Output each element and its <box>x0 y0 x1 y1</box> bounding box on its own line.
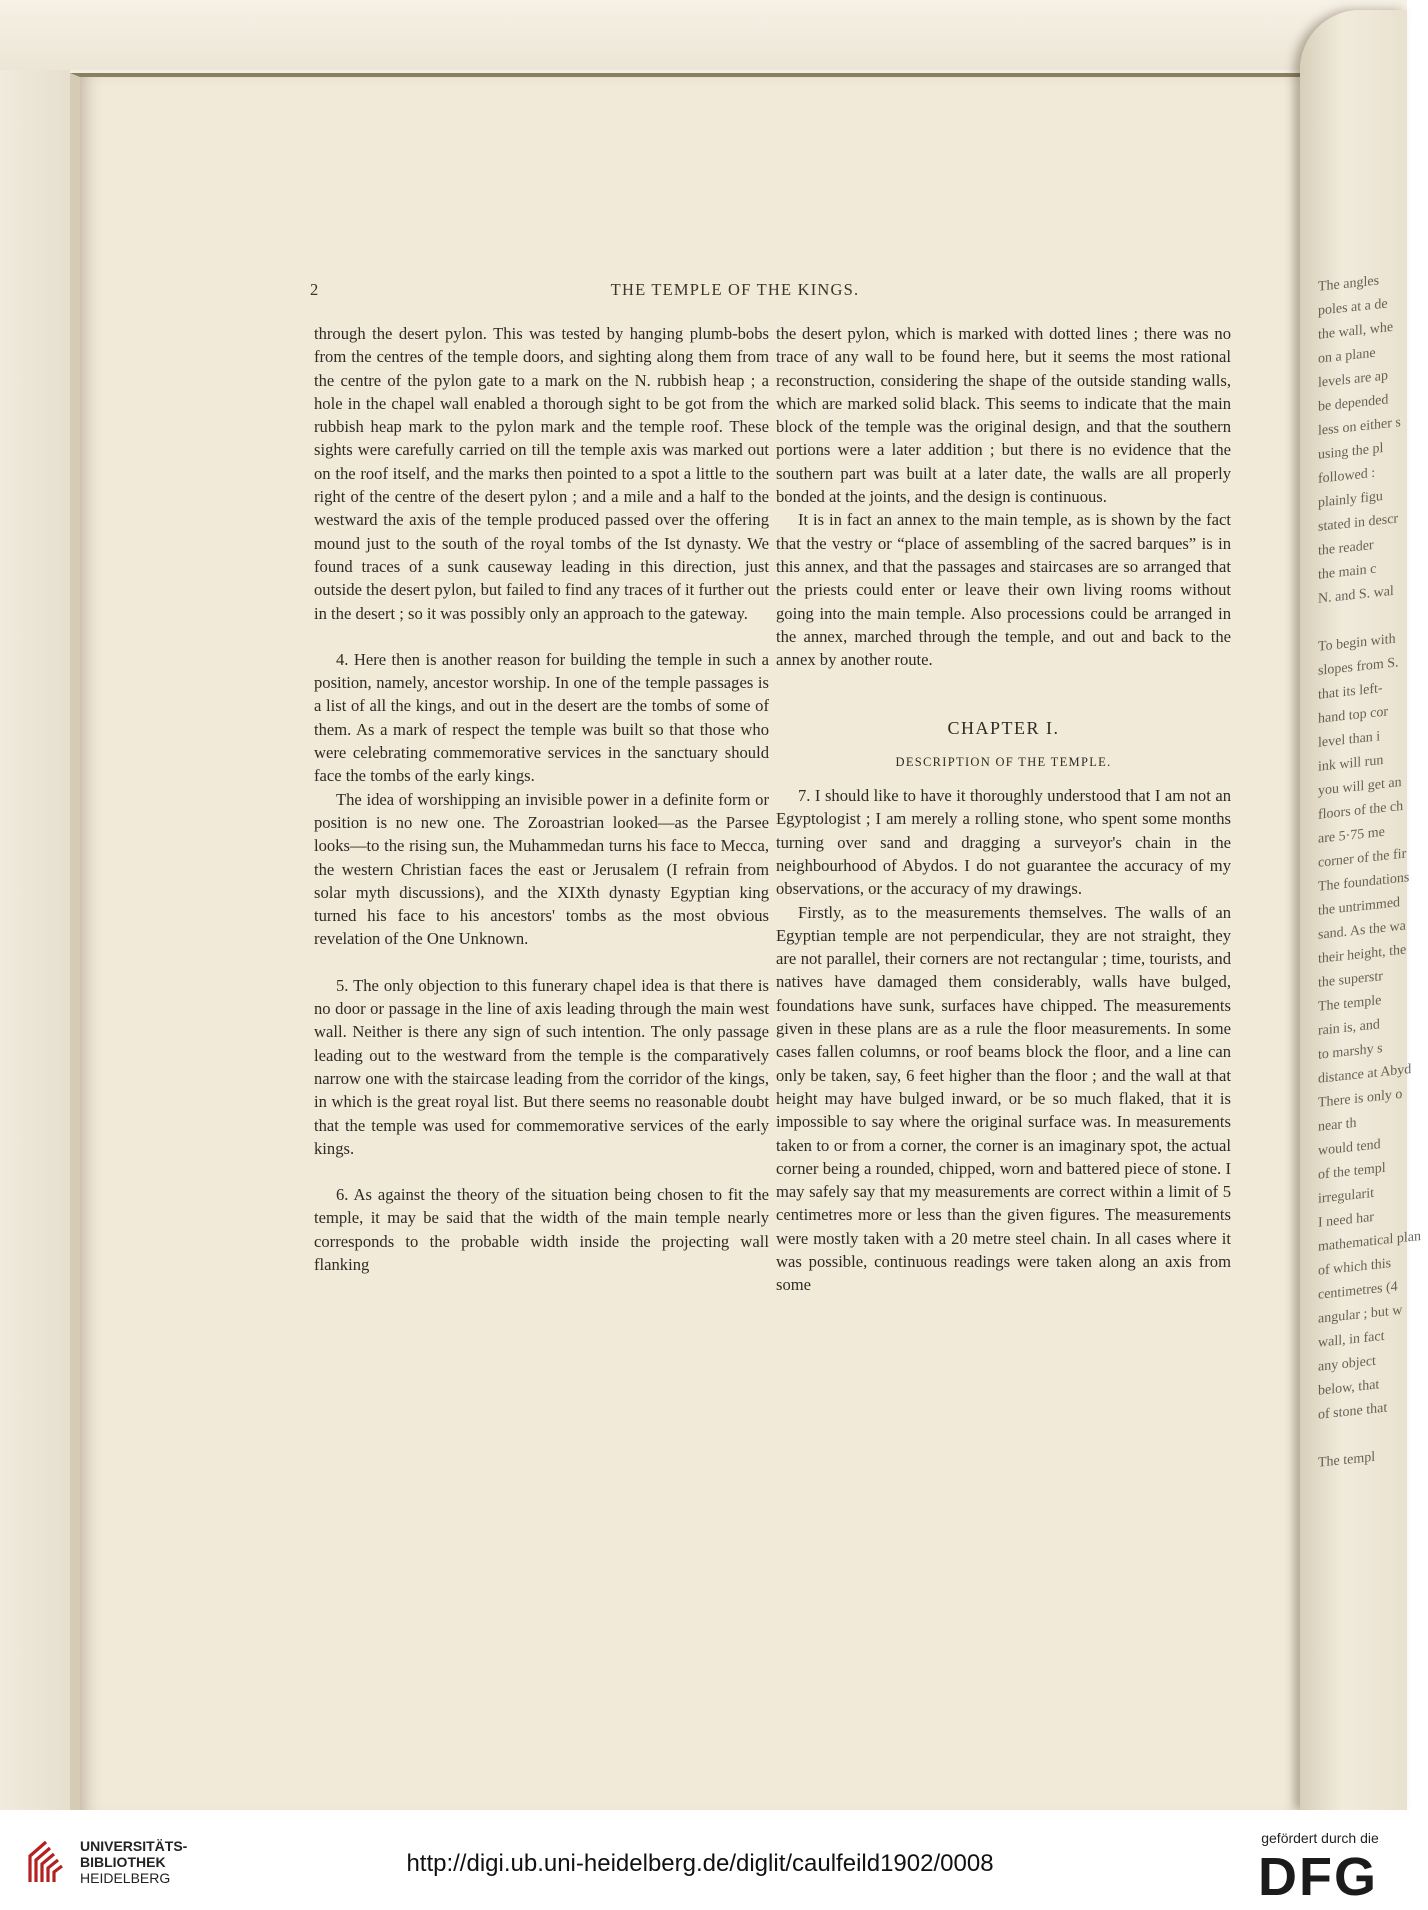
paragraph: through the desert pylon. This was tested by hanging plumb-bobs from the centres of the temple doors, and sighting along them from the centre of the pylon gate to a mark on the N. rubbish heap ; a hole in the chapel wall enabled a thorough sight to be got from the rubbish heap mark to the pylon mark and the temple roof. These sights were carefully carried on till the temple axis was marked out on the roof itself, and the marks then pointed to a spot a little to the right of the centre of the desert pylon ; and a mile and a half to the westward the axis of the temple produced passed over the offering mound just to the south of the royal tombs of the Ist dynasty. We found traces of a sunk causeway leading in this direction, just outside the desert pylon, but failed to find any traces of it further out in the desert ; so it was possibly only an approach to the gateway. <box>314 324 769 623</box>
chapter-title: CHAPTER I. <box>947 718 1060 739</box>
paragraph: It is in fact an annex to the main temple, as is shown by the fact that the vestry or “place of assembling of the sacred barques” is in this annex, and that the passages and staircases are so arranged that the priests could enter or leave their own living rooms without going into the main temple. Also processions could be arranged in the annex, marched through the temple, and out and back to the annex by another route. <box>776 510 1231 670</box>
library-name-line: HEIDELBERG <box>80 1870 171 1886</box>
library-name <box>80 1838 220 1886</box>
funding-caption: gefördert durch die <box>1261 1830 1379 1846</box>
right-column <box>776 322 1231 1297</box>
paragraph: the desert pylon, which is marked with dotted lines ; there was no trace of any wall to be found here, but it seems the most rational reconstruction, considering the shape of the outside standing walls, which are marked solid black. This seems to indicate that the main block of the temple was the original design, and that the southern portions were a later addition ; but there is no evidence that the southern part was built at a later date, the walls are all properly bonded at the joints, and the design is continuous. <box>776 324 1231 507</box>
paragraph: Firstly, as to the measurements themselves. The walls of an Egyptian temple are not perpendicular, they are not straight, they are not parallel, their corners are not rectangular ; time, tourists, and natives have damaged them considerably, walls have bulged, foundations have sunk, surfaces have chipped. The measurements given in these plans are as a rule the floor measurements. In some cases fallen columns, or roof beams block the floor, and a line can only be taken, say, 6 feet higher than the floor ; and the wall at that height may have bulged inward, or be so much flaked, that it is impossible to say where the original surface was. In measurements taken to or from a corner, the corner is an imaginary spot, the actual corner being a rounded, chipped, worn and battered piece of stone. I may safely say that my measurements are correct within a limit of 5 centimetres more or less than the given figures. The measurements were mostly taken with a 20 metre steel chain. In all cases where it was possible, continuous readings were taken along an axis from some <box>776 902 1231 1295</box>
running-head <box>310 280 1160 302</box>
paragraph: 6. As against the theory of the situation being chosen to fit the temple, it may be said that the width of the main temple nearly corresponds to the probable width inside the projecting wall flanking <box>314 1185 769 1274</box>
library-name-line: UNIVERSITÄTS- <box>80 1838 188 1854</box>
digitization-footer <box>0 1810 1407 1910</box>
running-title: THE TEMPLE OF THE KINGS. <box>610 280 860 299</box>
library-name-line: BIBLIOTHEK <box>80 1854 166 1870</box>
university-library-logo-icon <box>24 1836 72 1890</box>
dfg-logo: DFG <box>1258 1847 1378 1907</box>
book-board-edge <box>0 70 70 1810</box>
paragraph: 5. The only objection to this funerary chapel idea is that there is no door or passage in the line of axis leading through the main west wall. Neither is there any sign of such intention. The only passage leading out to the westward from the temple is the comparatively narrow one with the staircase leading from the corridor of the kings, in which is the great royal list. But there seems no reasonable doubt that the temple was used for commemorative services of the early kings. <box>314 975 769 1158</box>
chapter-subtitle: DESCRIPTION OF THE TEMPLE. <box>895 754 1112 769</box>
permalink-url[interactable]: http://digi.ub.uni-heidelberg.de/diglit/caulfeild1902/0008 <box>406 1850 994 1877</box>
paragraph: 4. Here then is another reason for building the temple in such a position, namely, ancestor worship. In one of the temple passages is a list of all the kings, and out in the desert are the tombs of some of them. As a mark of respect the temple was built so that those who were celebrating commemorative services in the sanctuary should face the tombs of the early kings. <box>314 649 769 786</box>
next-page-edge <box>1300 10 1422 1810</box>
book-board-top <box>0 0 1407 70</box>
page-number: 2 <box>310 280 320 299</box>
left-column <box>314 322 769 1276</box>
paragraph: 7. I should like to have it thoroughly understood that I am not an Egyptologist ; I am merely a rolling stone, who spent some months turning over sand and dragging a surveyor's chain in the neighbourhood of Abydos. I do not guarantee the accuracy of my observations, or the accuracy of my drawings. <box>776 786 1231 899</box>
paragraph: The idea of worshipping an invisible power in a definite form or position is no new one. The Zoroastrian looked—as the Parsee looks—to the rising sun, the Muhammedan turns his face to Mecca, the western Christian faces the east or Jerusalem (I refrain from solar myth discussions), and the XIXth dynasty Egyptian king turned his face to his ancestors' tombs as the most obvious revelation of the One Unknown. <box>314 789 769 949</box>
next-page-text-fragments: The angles poles at a de the wall, whe on a plane levels are ap be depended less on either s using the pl followed : plainly figu stated in descr the reader the main c N. and S. wal To begin with slopes from S. that its left- hand top cor level than i ink will run you will get an floors of the ch are 5·75 me corner of the fir The foundations the untrimmed sand. As the wa their height, the the superstr The temple rain is, and to marshy s distance at Abyd There is only o near th would tend of the templ irregularit I need har mathematical plan of which this centimetres (4 angular ; but w wall, in fact any object below, that of stone that The templ <box>1318 273 1422 1471</box>
